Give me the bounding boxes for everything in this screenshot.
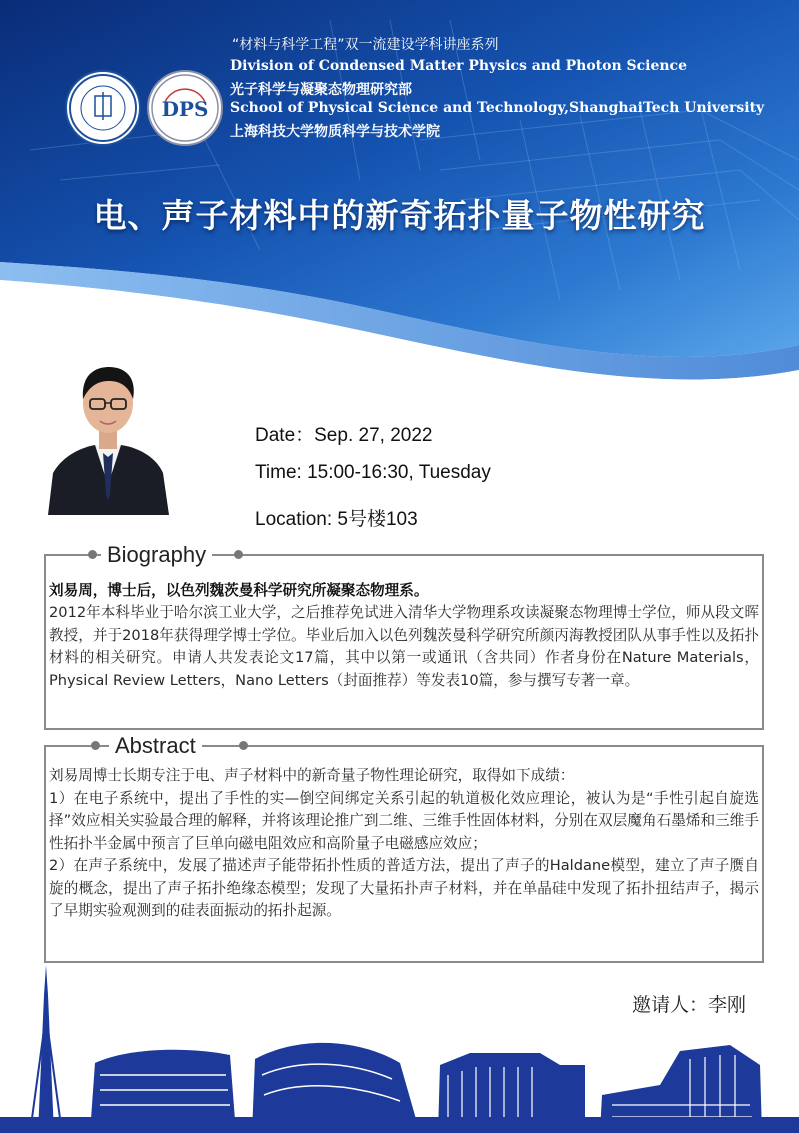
biography-body [49,602,759,692]
school-chinese: 上海科技大学物质科学与技术学院 [230,124,440,140]
bullet-dot [234,550,243,559]
event-date: Date：Sep. 27, 2022 [255,425,433,446]
lecture-series: “材料与科学工程”双一流建设学科讲座系列 [232,37,499,53]
abstract-body [49,765,759,923]
speaker-photo [43,355,173,515]
biography-box [44,542,764,730]
inviter: 邀请人：李刚 [632,994,747,1016]
division-chinese: 光子科学与凝聚态物理研究部 [230,82,412,98]
campus-skyline [0,955,799,1133]
biography-paragraph: 2012年本科毕业于哈尔滨工业大学，之后推荐免试进入清华大学物理系攻读凝聚态物理博士学位，师从段文晖教授，并于2018年获得理学博士学位。毕业后加入以色列魏茨曼科学研究所颜丙海教授团队从事手性以及拓扑材料的相关研究。申请人共发表论文17篇，其中以第一或通讯（含共同）作者身份在Nature Materials，Physical Review Letters，Nano Letters（封面推荐）等发表10篇，参与撰写专著一章。 [49,604,759,689]
bullet-dot [88,550,97,559]
svg-text:DPS: DPS [161,97,209,121]
school-english: School of Physical Science and Technology,ShanghaiTech University [230,100,765,116]
biography-lead: 刘易周，博士后，以色列魏茨曼科学研究所凝聚态物理系。 [49,582,429,599]
biography-heading: Biography [101,542,212,568]
talk-title: 电、声子材料中的新奇拓扑量子物性研究 [93,196,706,235]
abstract-box [44,733,764,963]
abstract-heading: Abstract [109,733,202,759]
abstract-point-2: 2）在声子系统中，发展了描述声子能带拓扑性质的普适方法，提出了声子的Haldane模型，建立了声子赝自旋的概念，提出了声子拓扑绝缘态模型；发现了大量拓扑声子材料，并在单晶硅中发现了拓扑扭结声子，揭示了早期实验观测到的硅表面振动的拓扑起源。 [49,857,759,919]
bullet-dot [239,741,248,750]
division-english: Division of Condensed Matter Physics and Photon Science [230,58,687,74]
event-location: Location: 5号楼103 [255,509,418,530]
header-banner [0,0,799,380]
shanghaitech-logo [65,70,141,146]
dps-logo [147,70,223,146]
abstract-point-1: 1）在电子系统中，提出了手性的实—倒空间绑定关系引起的轨道极化效应理论，被认为是“手性引起自旋选择”效应相关实验最合理的解释，并将该理论推广到二维、三维手性固体材料，分别在双层魔角石墨烯和三维手性拓扑半金属中预言了巨单向磁电阻效应和高阶量子电磁感应效应； [49,789,759,852]
event-time: Time: 15:00-16:30, Tuesday [255,462,491,483]
abstract-intro: 刘易周博士长期专注于电、声子材料中的新奇量子物性理论研究，取得如下成绩： [49,767,575,784]
bullet-dot [91,741,100,750]
